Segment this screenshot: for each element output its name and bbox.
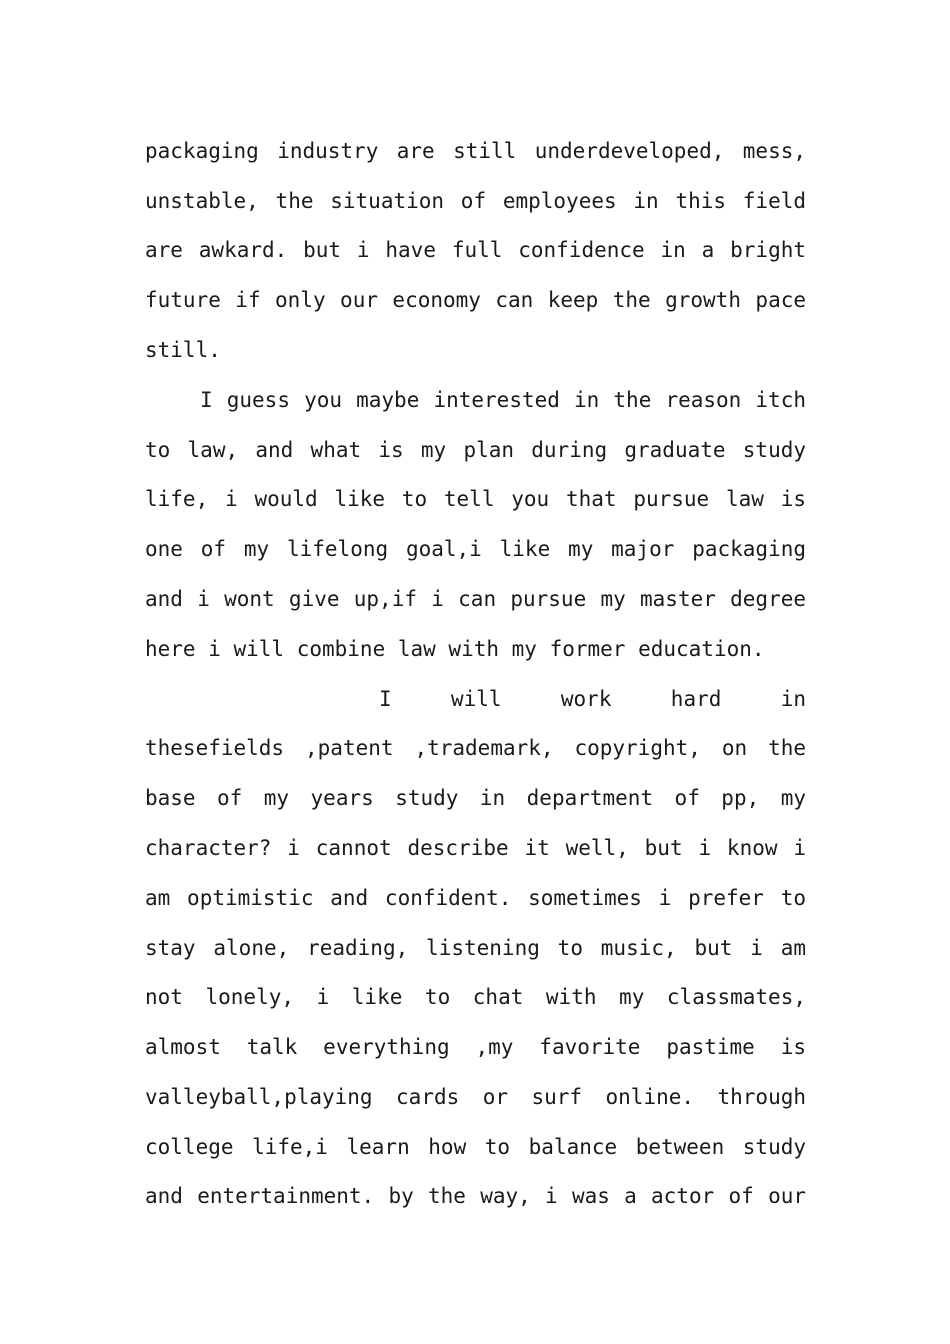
text-line: I will work hard in	[379, 687, 806, 711]
text-line: college life,i learn how to balance between study	[145, 1135, 806, 1159]
text-line: valleyball,playing cards or surf online. through	[145, 1085, 806, 1109]
text-line: thesefields ,patent ,trademark, copyright, on the	[145, 736, 806, 760]
text-line: am optimistic and confident. sometimes i prefer to	[145, 886, 806, 910]
text-line: almost talk everything ,my favorite pastime is	[145, 1035, 806, 1059]
text-line: stay alone, reading, listening to music, but i am	[145, 936, 806, 960]
text-line: here i will combine law with my former education.	[145, 637, 765, 661]
text-line: are awkard. but i have full confidence in a bright	[145, 238, 806, 262]
text-line: one of my lifelong goal,i like my major packaging	[145, 537, 806, 561]
text-line: character? i cannot describe it well, but i know i	[145, 836, 806, 860]
text-line: future if only our economy can keep the growth pace	[145, 288, 806, 312]
text-line: packaging industry are still underdeveloped, mess,	[145, 139, 806, 163]
text-line: I guess you maybe interested in the reason itch	[200, 388, 806, 412]
text-line: base of my years study in department of pp, my	[145, 786, 806, 810]
text-line: and entertainment. by the way, i was a actor of our	[145, 1184, 806, 1208]
text-line: still.	[145, 338, 221, 362]
text-line: unstable, the situation of employees in this field	[145, 189, 806, 213]
text-line: life, i would like to tell you that pursue law is	[145, 487, 806, 511]
text-line: to law, and what is my plan during graduate study	[145, 438, 806, 462]
text-line: not lonely, i like to chat with my classmates,	[145, 985, 806, 1009]
text-line: and i wont give up,if i can pursue my master degree	[145, 587, 806, 611]
